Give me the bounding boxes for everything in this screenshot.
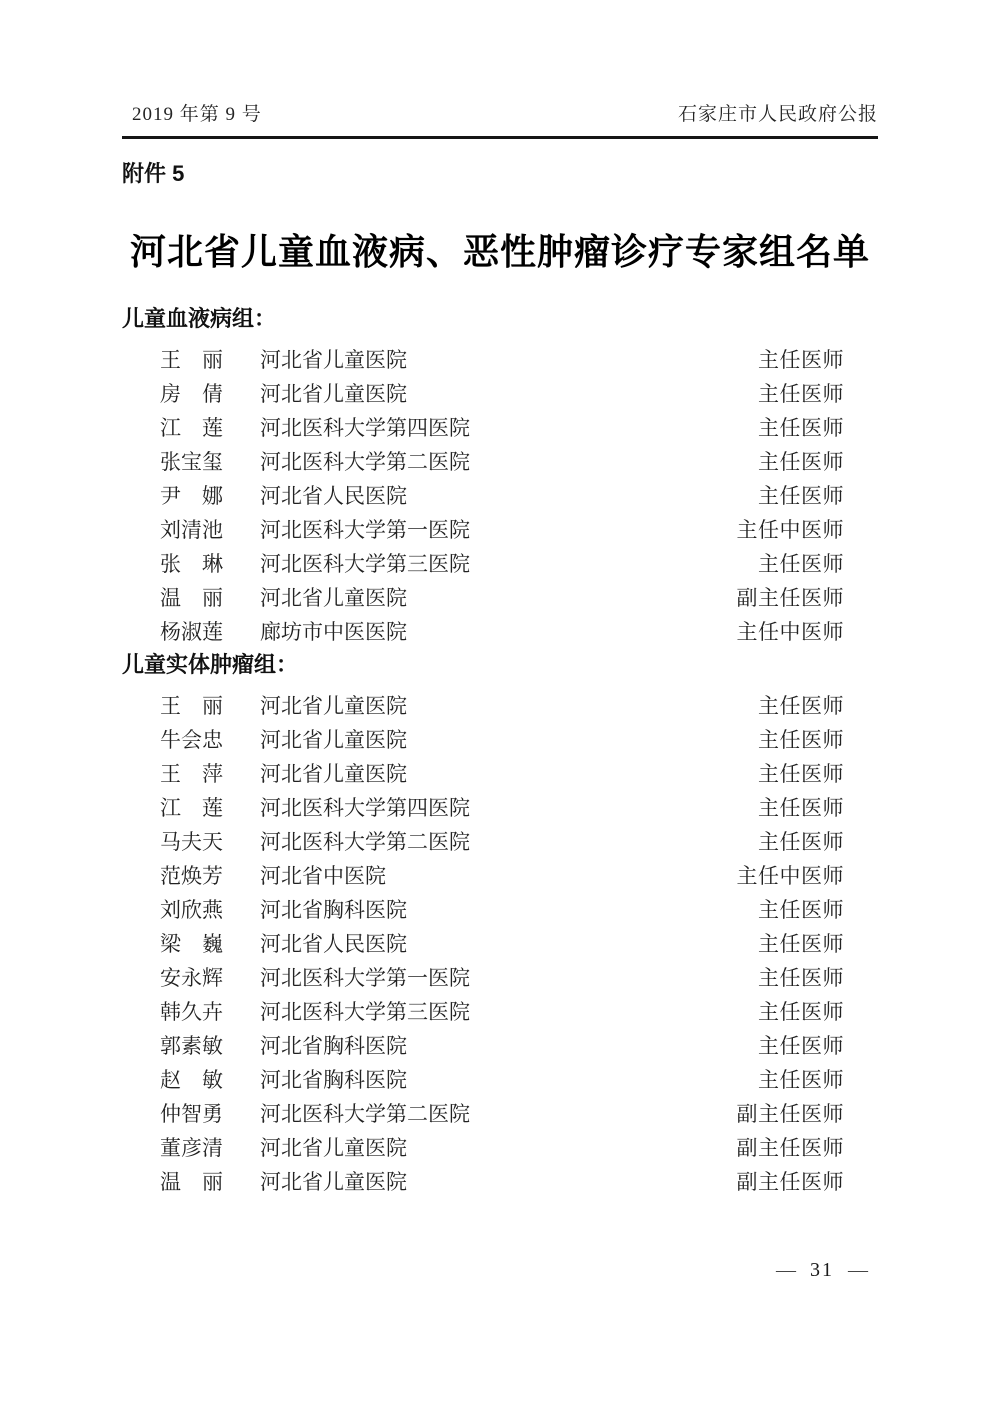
member-row <box>122 376 878 410</box>
member-row <box>122 892 878 926</box>
member-name: 房 倩 <box>160 382 223 406</box>
member-name: 尹 娜 <box>160 484 223 508</box>
member-hospital: 河北医科大学第二医院 <box>260 1102 470 1126</box>
member-rank: 主任医师 <box>758 932 844 956</box>
member-row <box>122 790 878 824</box>
member-hospital: 河北医科大学第一医院 <box>260 518 470 542</box>
member-name: 赵 敏 <box>160 1068 223 1092</box>
member-rank: 主任中医师 <box>736 620 844 644</box>
member-hospital: 河北省人民医院 <box>260 484 407 508</box>
member-hospital: 河北省中医院 <box>260 864 386 888</box>
member-rank: 主任医师 <box>758 966 844 990</box>
header-rule <box>122 136 878 139</box>
member-hospital: 河北省胸科医院 <box>260 1068 407 1092</box>
expert-group-section <box>122 302 878 648</box>
member-name: 郭素敏 <box>160 1034 223 1058</box>
member-row <box>122 512 878 546</box>
member-name: 刘欣燕 <box>160 898 223 922</box>
member-row <box>122 688 878 722</box>
member-hospital: 河北省人民医院 <box>260 932 407 956</box>
member-name: 江 莲 <box>160 416 223 440</box>
member-name: 江 莲 <box>160 796 223 820</box>
member-rank: 副主任医师 <box>736 1170 844 1194</box>
member-row <box>122 926 878 960</box>
member-hospital: 河北医科大学第四医院 <box>260 416 470 440</box>
member-name: 安永辉 <box>160 966 223 990</box>
group-rows <box>122 688 878 1198</box>
member-row <box>122 444 878 478</box>
member-row <box>122 722 878 756</box>
member-rank: 主任医师 <box>758 450 844 474</box>
member-rank: 主任医师 <box>758 382 844 406</box>
member-row <box>122 1130 878 1164</box>
member-hospital: 河北省儿童医院 <box>260 762 407 786</box>
member-row <box>122 410 878 444</box>
member-row <box>122 614 878 648</box>
member-name: 张 琳 <box>160 552 223 576</box>
page-content <box>122 0 878 1198</box>
member-hospital: 河北医科大学第二医院 <box>260 450 470 474</box>
member-name: 张宝玺 <box>160 450 223 474</box>
member-row <box>122 1062 878 1096</box>
member-rank: 主任中医师 <box>736 864 844 888</box>
member-rank: 副主任医师 <box>736 1136 844 1160</box>
expert-roster <box>122 302 878 1198</box>
member-row <box>122 1096 878 1130</box>
member-hospital: 河北省儿童医院 <box>260 586 407 610</box>
member-rank: 主任医师 <box>758 830 844 854</box>
group-heading: 儿童血液病组： <box>122 306 277 331</box>
attachment-label: 附件 5 <box>122 161 185 186</box>
header-publication-name: 石家庄市人民政府公报 <box>677 104 878 125</box>
member-rank: 主任医师 <box>758 416 844 440</box>
member-rank: 主任医师 <box>758 694 844 718</box>
member-hospital: 河北省儿童医院 <box>260 1136 407 1160</box>
member-rank: 副主任医师 <box>736 1102 844 1126</box>
member-hospital: 河北医科大学第四医院 <box>260 796 470 820</box>
member-name: 温 丽 <box>160 586 223 610</box>
member-hospital: 廊坊市中医医院 <box>260 620 407 644</box>
member-hospital: 河北省儿童医院 <box>260 694 407 718</box>
member-name: 刘清池 <box>160 518 223 542</box>
page-title: 河北省儿童血液病、恶性肿瘤诊疗专家组名单 <box>129 232 870 272</box>
group-heading: 儿童实体肿瘤组： <box>122 652 299 677</box>
member-row <box>122 580 878 614</box>
member-row <box>122 756 878 790</box>
member-rank: 主任医师 <box>758 796 844 820</box>
member-name: 王 丽 <box>160 694 223 718</box>
member-rank: 主任医师 <box>758 1000 844 1024</box>
member-rank: 主任医师 <box>758 728 844 752</box>
member-row <box>122 546 878 580</box>
member-name: 梁 巍 <box>160 932 223 956</box>
member-row <box>122 994 878 1028</box>
member-row <box>122 1028 878 1062</box>
member-hospital: 河北医科大学第二医院 <box>260 830 470 854</box>
member-hospital: 河北省胸科医院 <box>260 1034 407 1058</box>
member-row <box>122 960 878 994</box>
member-hospital: 河北医科大学第一医院 <box>260 966 470 990</box>
member-rank: 主任医师 <box>758 484 844 508</box>
member-rank: 主任医师 <box>758 348 844 372</box>
member-name: 王 丽 <box>160 348 223 372</box>
header-issue-number: 2019 年第 9 号 <box>132 104 262 125</box>
member-name: 范焕芳 <box>160 864 223 888</box>
member-row <box>122 858 878 892</box>
footer-page-number: 31 <box>810 1259 834 1281</box>
member-name: 仲智勇 <box>160 1102 223 1126</box>
member-rank: 主任医师 <box>758 898 844 922</box>
member-hospital: 河北省儿童医院 <box>260 728 407 752</box>
expert-group-section <box>122 648 878 1198</box>
member-rank: 主任医师 <box>758 552 844 576</box>
member-hospital: 河北省儿童医院 <box>260 1170 407 1194</box>
member-name: 温 丽 <box>160 1170 223 1194</box>
member-hospital: 河北医科大学第三医院 <box>260 552 470 576</box>
member-row <box>122 342 878 376</box>
member-rank: 主任医师 <box>758 1068 844 1092</box>
member-rank: 副主任医师 <box>736 586 844 610</box>
member-hospital: 河北医科大学第三医院 <box>260 1000 470 1024</box>
member-hospital: 河北省儿童医院 <box>260 348 407 372</box>
member-row <box>122 478 878 512</box>
member-rank: 主任中医师 <box>736 518 844 542</box>
member-name: 韩久卉 <box>160 1000 223 1024</box>
group-rows <box>122 342 878 648</box>
member-hospital: 河北省儿童医院 <box>260 382 407 406</box>
page-footer <box>776 1256 868 1284</box>
member-name: 杨淑莲 <box>160 620 223 644</box>
member-name: 牛会忠 <box>160 728 223 752</box>
member-name: 王 萍 <box>160 762 223 786</box>
member-name: 马夫天 <box>160 830 223 854</box>
member-name: 董彦清 <box>160 1136 223 1160</box>
member-row <box>122 824 878 858</box>
member-row <box>122 1164 878 1198</box>
member-rank: 主任医师 <box>758 762 844 786</box>
member-hospital: 河北省胸科医院 <box>260 898 407 922</box>
footer-left-dash: — <box>776 1259 796 1281</box>
running-header <box>122 0 878 127</box>
member-rank: 主任医师 <box>758 1034 844 1058</box>
footer-right-dash: — <box>848 1259 868 1281</box>
